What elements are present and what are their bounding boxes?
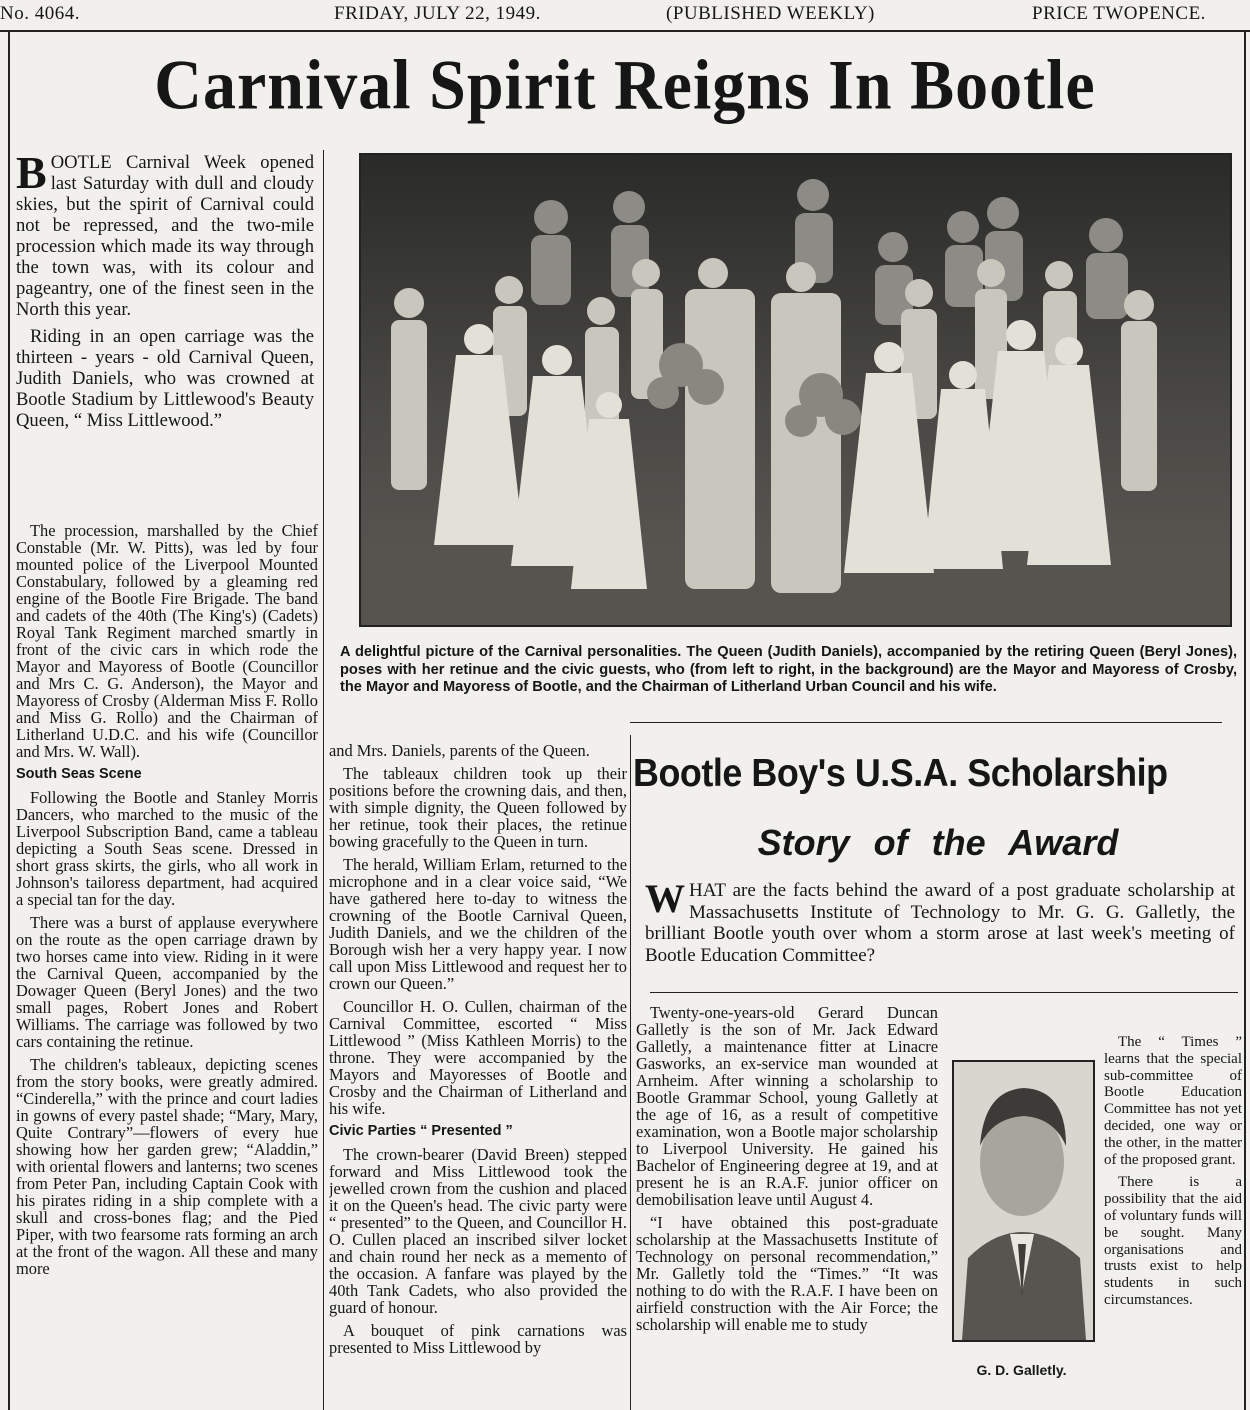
article-paragraph: The children's tableaux, depicting scenes from the story books, were greatly admired. “Cinderella,” with the prince and court ladies in gowns of every pastel shade; “Mary, Mary, Quite Contrary”—flowers of every hue showing how her garden grew; “Aladdin,” with oriental flowers and lanterns; two scenes from Peter Pan, including Captain Cook with his pirates riding in a ship complete with a skull and cross-bones flag; and the Pied Piper, with two fearsome rats forming an arch at the front of the wagon. All these and many more (16, 1055, 318, 1278)
article-paragraph: Councillor H. O. Cullen, chairman of the Carnival Committee, escorted “ Miss Littlewood ” (Miss Kathleen Morris) to the throne. They were accompanied by the Mayors and Mayoresses of Bootle and Crosby and the Chairman of Litherland and his wife. (329, 997, 627, 1118)
scholarship-column (636, 1004, 938, 1410)
article-paragraph: There is a possibility that the aid of voluntary funds will be sought. Many organisations and trusts exist to help students in such circumstances. (1104, 1174, 1242, 1308)
column-rule-1 (323, 150, 324, 1410)
article-paragraph: Following the Bootle and Stanley Morris Dancers, who marched to the music of the Liverpool Subscription Band, came a tableau depicting a South Seas scene. Dressed in short grass skirts, the girls, who all work in Johnson's tailoress department, had acquired a special tan for the day. (16, 788, 318, 909)
portrait-illustration (954, 1062, 1093, 1340)
scholarship-headline: Bootle Boy's U.S.A. Scholarship (633, 752, 1168, 795)
article-paragraph: The procession, marshalled by the Chief Constable (Mr. W. Pitts), was led by four mounted police of the Liverpool Mounted Constabulary, followed by a gleaming red engine of the Bootle Fire Brigade. The band and cadets of the 40th (The King's) (Cadets) Royal Tank Regiment marched smartly in front of the civic cars in which rode the Mayor and Mayoress of Bootle (Councillor and Mrs C. G. Anderson), the Mayor and Mayoress of Crosby (Alderman Miss F. Rollo and Miss G. Rollo) and the Chairman of Litherland U.D.C. and his wife (Councillor and Mrs. W. Wall). (16, 522, 318, 761)
price: PRICE TWOPENCE. (1032, 3, 1206, 24)
carnival-group-photo (359, 153, 1232, 627)
section-subhead: Civic Parties “ Presented ” (329, 1123, 513, 1139)
carnival-column-2 (329, 742, 627, 1410)
article-paragraph: The tableaux children took up their positions before the crowning dais, and then, with simple dignity, the Queen followed by her retinue, took their places, the retinue bowing gracefully to the Queen in turn. (329, 764, 627, 851)
photo-caption: A delightful picture of the Carnival personalities. The Queen (Judith Daniels), accompanied by the retiring Queen (Beryl Jones), poses with her retinue and the civic guests, who (from left to right, in the background) are the Mayor and Mayoress of Crosby, the Mayor and Mayoress of Bootle, and the Chairman of Litherland Urban Council and his wife. (340, 644, 1237, 695)
article-paragraph: A bouquet of pink carnations was presented to Miss Littlewood by (329, 1321, 627, 1357)
article-paragraph: There was a burst of applause everywhere on the route as the open carriage drawn by two horses came into view. Riding in it were the Carnival Queen, accompanied by the Dowager Queen (Beryl Jones) and the two small pages, Robert Jones and Robert Williams. The carriage was followed by two cars containing the retinue. (16, 913, 318, 1051)
article-paragraph: and Mrs. Daniels, parents of the Queen. (329, 742, 590, 760)
article-paragraph: Twenty-one-years-old Gerard Duncan Galletly is the son of Mr. Jack Edward Galletly, a maintenance fitter at Linacre Gasworks, an ex-service man wounded at Arnheim. After winning a scholarship to Bootle Grammar School, young Galletly at the age of 16, as a result of competitive examination, won a Bootle major scholarship to Liverpool University. He gained his Bachelor of Engineering degree at 19, and at present he is an R.A.F. junior officer on demobilisation leave until August 4. (636, 1004, 938, 1209)
portrait-caption: G. D. Galletly. (976, 1362, 1067, 1378)
masthead-rule (0, 30, 1250, 32)
article-paragraph: Riding in an open carriage was the thirteen - years - old Carnival Queen, Judith Daniels, who was crowned at Bootle Stadium by Littlewood's Beauty Queen, “ Miss Littlewood.” (16, 326, 314, 431)
left-border-rule (8, 32, 10, 1410)
scholarship-subhead: Story of the Award (757, 822, 1119, 863)
caption-rule (630, 722, 1222, 723)
drop-cap: W (645, 876, 685, 921)
group-photo-illustration (361, 155, 1230, 625)
galletly-portrait (952, 1060, 1095, 1342)
scholarship-side-column (1104, 1034, 1242, 1410)
carnival-column-1-bottom (16, 522, 318, 1410)
publication-frequency: (PUBLISHED WEEKLY) (666, 3, 875, 24)
article-paragraph: The “ Times ” learns that the special sub-committee of Bootle Education Committee has not yet decided, one way or the other, in the matter of the proposed grant. (1104, 1034, 1242, 1168)
page-headline: Carnival Spirit Reigns In Bootle (154, 46, 1096, 125)
carnival-column-1-top (16, 152, 314, 516)
scholarship-intro: WHAT are the facts behind the award of a post graduate scholarship at Massachusetts Institute of Technology to Mr. G. G. Galletly, the brilliant Bootle youth over whom a storm arose at last week's meeting of Bootle Education Committee? (645, 876, 1235, 966)
masthead (0, 0, 1250, 30)
issue-number: No. 4064. (0, 3, 80, 24)
intro-rule (650, 992, 1238, 993)
article-paragraph: “I have obtained this post-graduate scholarship at the Massachusetts Institute of Technology on personal recommendation,” Mr. Galletly told the “Times.” “It was nothing to do with the R.A.F. I have been on airfield construction with the Air Force; the scholarship will enable me to study (636, 1213, 938, 1334)
article-paragraph: The herald, William Erlam, returned to the microphone and in a clear voice said, “We have gathered here to-day to witness the crowning of the Bootle Carnival Queen, Judith Daniels, and we the children of the Borough wish her a very happy year. I now call upon Miss Littlewood and request her to crown our Queen.” (329, 855, 627, 993)
drop-cap: B (16, 152, 47, 198)
article-paragraph: BOOTLE Carnival Week opened last Saturday with dull and cloudy skies, but the spirit of Carnival could not be repressed, and the two-mile procession which made its way through the town was, with its colour and pageantry, one of the finest seen in the North this year. (16, 152, 314, 320)
issue-date: FRIDAY, JULY 22, 1949. (334, 3, 541, 24)
column-rule-2 (630, 735, 631, 1410)
article-paragraph: The crown-bearer (David Breen) stepped forward and Miss Littlewood took the jewelled crown from the cushion and placed it on the Queen's head. The civic party were “ presented” to the Queen, and Councillor H. O. Cullen placed an inscribed silver locket and chain round her neck as a memento of the occasion. A fanfare was played by the 40th Tank Cadets, who also provided the guard of honour. (329, 1145, 627, 1317)
right-border-rule (1244, 32, 1246, 1410)
section-subhead: South Seas Scene (16, 766, 142, 782)
